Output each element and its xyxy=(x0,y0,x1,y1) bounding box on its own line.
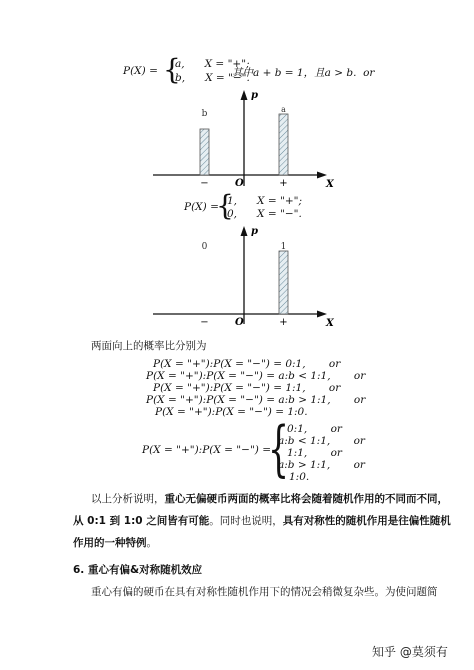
chart-2 xyxy=(145,222,340,328)
combined-case-1: 0:1, or xyxy=(287,423,342,435)
chart-1-tick-minus: − xyxy=(200,178,209,189)
ratio-line-4: P(X = "+"):P(X = "−") = a:b > 1:1, or xyxy=(146,394,366,406)
formula-1-lhs: P(X) = xyxy=(123,65,158,77)
paragraph-1-emphasis: 从 0:1 到 1:0 之间皆有可能 xyxy=(73,515,210,527)
formula-2-brace: { xyxy=(216,189,234,222)
ratio-line-3: P(X = "+"):P(X = "−") = 1:1, or xyxy=(153,382,341,394)
chart-2-tick-plus: + xyxy=(279,317,288,328)
formula-2-case-1: 1, X = "+"; xyxy=(227,195,302,207)
paragraph-1-line-3 xyxy=(73,535,157,550)
combined-case-5: 1:0. xyxy=(289,471,310,483)
section-title: 6. 重心有偏&对称随机效应 xyxy=(73,564,203,576)
chart-1-bar-minus-label: b xyxy=(201,109,208,119)
chart-1-y-arrow-icon xyxy=(241,90,248,100)
ratio-intro: 两面向上的概率比分别为 xyxy=(91,340,207,352)
formula-1-suffix: 其中a + b = 1，且a > b. or xyxy=(232,67,375,79)
chart-2-bar-plus xyxy=(279,251,288,314)
paragraph-1-text: 。 xyxy=(146,537,157,549)
ratio-line-1: P(X = "+"):P(X = "−") = 0:1, or xyxy=(153,358,341,370)
ratio-line-2: P(X = "+"):P(X = "−") = a:b < 1:1, or xyxy=(146,370,366,382)
chart-2-bar-plus-label: 1 xyxy=(280,242,287,252)
paragraph-1-text: 。同时也说明， xyxy=(209,515,283,527)
paragraph-1-text: 以上分析说明， xyxy=(91,493,165,505)
chart-2-y-arrow-icon xyxy=(241,226,248,236)
chart-1-bar-plus xyxy=(279,114,288,175)
chart-1-x-arrow-icon xyxy=(317,172,327,179)
ratio-line-5: P(X = "+"):P(X = "−") = 1:0. xyxy=(155,406,308,418)
combined-lhs: P(X = "+"):P(X = "−") = xyxy=(142,444,271,456)
formula-1-case-2: b, X = "−". xyxy=(175,72,250,84)
combined-case-2: a:b < 1:1, or xyxy=(278,435,365,447)
chart-1-origin: O xyxy=(235,178,244,189)
chart-1 xyxy=(145,86,340,192)
paragraph-1-emphasis: 具有对称性的随机作用是往偏性随机 xyxy=(282,515,451,527)
chart-2-bar-minus-label: 0 xyxy=(201,242,208,252)
formula-1-case-1: a, X = "+"; xyxy=(175,58,250,70)
chart-2-x-arrow-icon xyxy=(317,311,327,318)
combined-case-3: 1:1, or xyxy=(287,447,342,459)
chart-1-y-label: p xyxy=(251,90,258,101)
paragraph-1-emphasis: 作用的一种特例 xyxy=(73,537,147,549)
combined-brace: { xyxy=(268,414,290,484)
chart-1-bar-plus-label: a xyxy=(281,105,286,114)
combined-case-4: a:b > 1:1, or xyxy=(278,459,365,471)
chart-2-tick-minus: − xyxy=(200,317,209,328)
chart-2-y-label: p xyxy=(251,226,258,237)
chart-2-origin: O xyxy=(235,317,244,328)
chart-1-tick-plus: + xyxy=(279,178,288,189)
paragraph-1-emphasis: 重心无偏硬币两面的概率比将会随着随机作用的不同而不同， xyxy=(164,493,448,505)
zhihu-watermark: 知乎 @莫须有 xyxy=(372,645,448,659)
paragraph-1-line-2 xyxy=(73,513,451,528)
chart-2-x-label: X xyxy=(326,318,334,328)
chart-1-x-label: X xyxy=(326,179,334,190)
paragraph-2: 重心有偏的硬币在具有对称性随机作用下的情况会稍微复杂些。为使问题简 xyxy=(91,586,438,598)
formula-2-lhs: P(X) = xyxy=(184,201,219,213)
formula-1-brace: { xyxy=(163,53,181,86)
formula-2-case-2: 0, X = "−". xyxy=(227,208,302,220)
paragraph-1-line-1 xyxy=(91,491,448,506)
chart-1-bar-minus xyxy=(200,129,209,175)
